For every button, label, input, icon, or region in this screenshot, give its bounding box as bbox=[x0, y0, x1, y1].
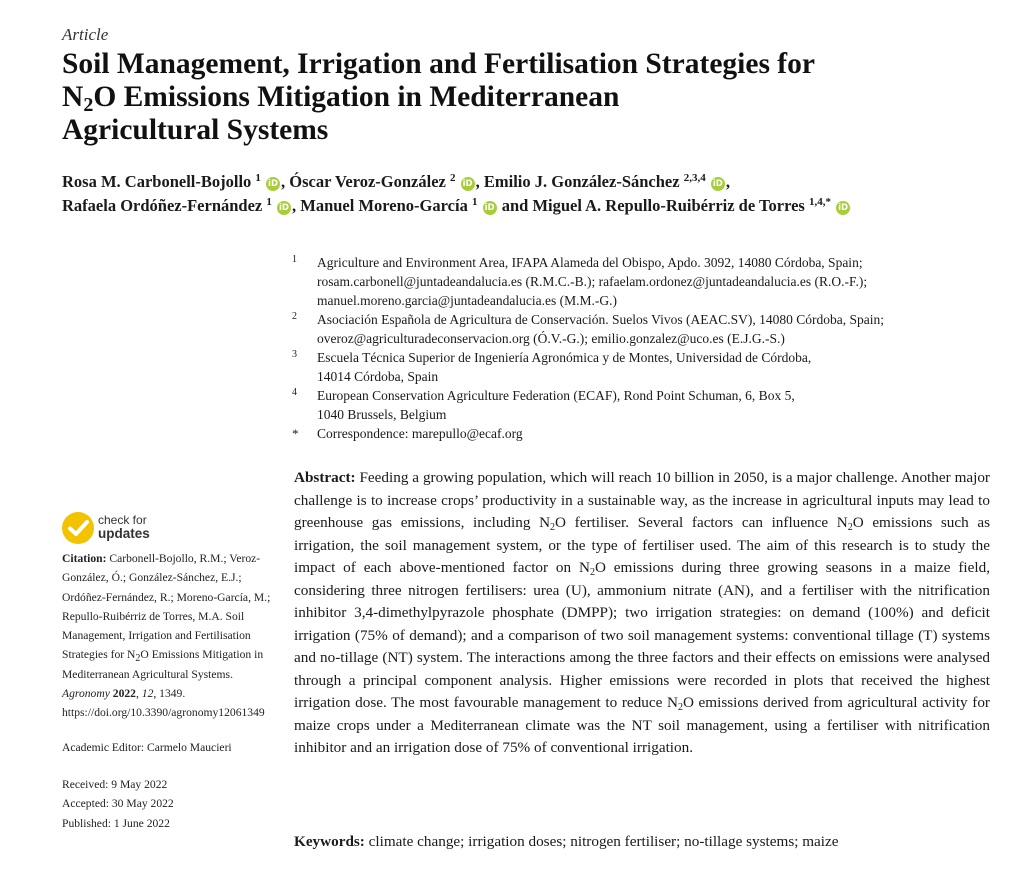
author-name[interactable]: Rafaela Ordóñez-Fernández bbox=[62, 196, 263, 215]
affiliation-marker: 1 bbox=[292, 254, 297, 265]
title-line-2: $N_2O$ Emissions Mitigation in Mediterranean bbox=[62, 81, 620, 116]
affiliations bbox=[290, 253, 990, 443]
author-affiliation-ref: 1 bbox=[266, 196, 272, 208]
published-date: Published: 1 June 2022 bbox=[62, 816, 170, 830]
author-affiliation-ref: 2 bbox=[450, 172, 456, 184]
orcid-icon[interactable]: iD bbox=[483, 201, 497, 215]
author-affiliation-ref: 1 bbox=[255, 172, 261, 184]
orcid-icon[interactable]: iD bbox=[277, 201, 291, 215]
author-line-2: Rafaela Ordóñez-Fernández $^1$ iD , Manuel Moreno-García $^1$ iD and Miguel A. Repullo-Ruibérriz de Torres $^{1,4,*}$ iD bbox=[62, 194, 962, 218]
paper-title bbox=[62, 48, 962, 147]
received-date: Received: 9 May 2022 bbox=[62, 777, 168, 791]
author-affiliation-ref: 1 bbox=[471, 196, 478, 208]
doi-link[interactable]: , 1349. https://doi.org/10.3390/agronomy12061349 bbox=[62, 687, 265, 720]
author-name[interactable]: Miguel A. Repullo-Ruibérriz de Torres bbox=[532, 196, 805, 215]
author-name[interactable]: Rosa M. Carbonell-Bojollo bbox=[62, 172, 252, 191]
orcid-icon[interactable]: iD bbox=[461, 177, 475, 191]
author-list bbox=[62, 170, 962, 218]
article-type-label: Article bbox=[62, 25, 109, 44]
author-name[interactable]: Emilio J. González-Sánchez bbox=[483, 172, 680, 191]
keywords-label: Keywords: bbox=[294, 833, 365, 850]
check-updates-label-2: updates bbox=[98, 526, 150, 541]
check-updates-icon bbox=[62, 512, 94, 544]
title-line-3: Agricultural Systems bbox=[62, 114, 329, 146]
correspondence: * Correspondence: marepullo@ecaf.org bbox=[292, 426, 523, 441]
author-name[interactable]: Óscar Veroz-González bbox=[289, 172, 446, 191]
sidebar-meta bbox=[62, 549, 280, 833]
dates bbox=[62, 775, 280, 833]
check-for-updates-button[interactable] bbox=[62, 512, 192, 546]
author-line-1: Rosa M. Carbonell-Bojollo $^1$ iD , Óscar Veroz-González $^2$ iD , Emilio J. González-Sánchez $^{2,3,4}$ iD , bbox=[62, 172, 730, 191]
keywords: Keywords: climate change; irrigation doses; nitrogen fertiliser; no-tillage systems; maize bbox=[294, 833, 839, 850]
accepted-date: Accepted: 30 May 2022 bbox=[62, 797, 174, 811]
affiliation-marker: 4 bbox=[292, 387, 297, 398]
affiliation-marker: 2 bbox=[292, 311, 297, 322]
orcid-icon[interactable]: iD bbox=[711, 177, 725, 191]
orcid-icon[interactable]: iD bbox=[836, 201, 850, 215]
affiliation-2: 2 Asociación Española de Agricultura de Conservación. Suelos Vivos (AEAC.SV), 14080 Córdoba, Spain; overoz@agriculturadeconservacion.org (Ó.V.-G.); emilio.gonzalez@uco.es (E.J.G.-S.) bbox=[290, 310, 990, 348]
abstract: Abstract: Feeding a growing population, which will reach 10 billion in 2050, is a major challenge. Another major challenge is to increase crops’ productivity in a sustainable way, as the increase in agricultural inputs may lead to greenhouse gas emissions, including $N_2O$ fertiliser. Several factors can influence $N_2O$ emissions such as irrigation, the soil management system, or the type of fertiliser used. The aim of this research is to study the impact of each above-mentioned factor on $N_2O$ emissions during three growing seasons in a maize field, considering three nitrogen fertilisers: urea (U), ammonium nitrate (AN), and a fertiliser with the nitrification inhibitor 3,4-dimethylpyrazole phosphate (DMPP); two irrigation strategies: on demand (100%) and deficit irrigation (75% of demand); and a comparison of two soil management systems: conventional tillage (T) systems and no-tillage (NT) system. The interactions among the three factors and their effects on emissions were analysed through a principal component analysis. Higher emissions were recorded in plots that received the highest irrigation dose. The most favourable management to reduce $N_2O$ emissions derived from agricultural activity for maize crops under a Mediterranean climate was the NT soil management, using a fertiliser with nitrification inhibitor and an irrigation dose of 75% of conventional irrigation. bbox=[294, 469, 991, 756]
check-updates-label-1: check for bbox=[98, 513, 147, 527]
author-name[interactable]: Manuel Moreno-García bbox=[300, 196, 468, 215]
correspondence-marker: * bbox=[292, 426, 299, 441]
affiliation-marker: 3 bbox=[292, 349, 297, 360]
affiliation-3: 3 Escuela Técnica Superior de Ingeniería Agronómica y de Montes, Universidad de Córdoba, 14014 Córdoba, Spain bbox=[290, 348, 990, 386]
author-affiliation-ref: 2,3,4 bbox=[683, 172, 706, 184]
academic-editor: Academic Editor: Carmelo Maucieri bbox=[62, 740, 232, 754]
author-affiliation-ref: 1,4,* bbox=[808, 196, 831, 208]
affiliation-4: 4 European Conservation Agriculture Federation (ECAF), Rond Point Schuman, 6, Box 5, 1040 Brussels, Belgium bbox=[290, 386, 990, 424]
orcid-icon[interactable]: iD bbox=[266, 177, 280, 191]
abstract-label: Abstract: bbox=[294, 469, 356, 486]
title-line-1: Soil Management, Irrigation and Fertilisation Strategies for bbox=[62, 48, 815, 80]
affiliation-1: 1 Agriculture and Environment Area, IFAPA Alameda del Obispo, Apdo. 3092, 14080 Córdoba, Spain; rosam.carbonell@juntadeandalucia.es (R.M.C.-B.); rafaelam.ordonez@juntadeandalucia.es (R.O.-F.); manuel.moreno.garcia@juntadeandalucia.es (M.M.-G.) bbox=[290, 253, 990, 310]
citation: Citation: Carbonell-Bojollo, R.M.; Veroz-González, Ó.; González-Sánchez, E.J.; Ordóñez-Fernández, R.; Moreno-García, M.; Repullo-Ruibérriz de Torres, M.A. Soil Management, Irrigation and Fertilisation Strategies for $N_2O$ Emissions Mitigation in Mediterranean Agricultural Systems. Agronomy 2022, 12, 1349. https://doi.org/10.3390/agronomy12061349 bbox=[62, 552, 271, 720]
